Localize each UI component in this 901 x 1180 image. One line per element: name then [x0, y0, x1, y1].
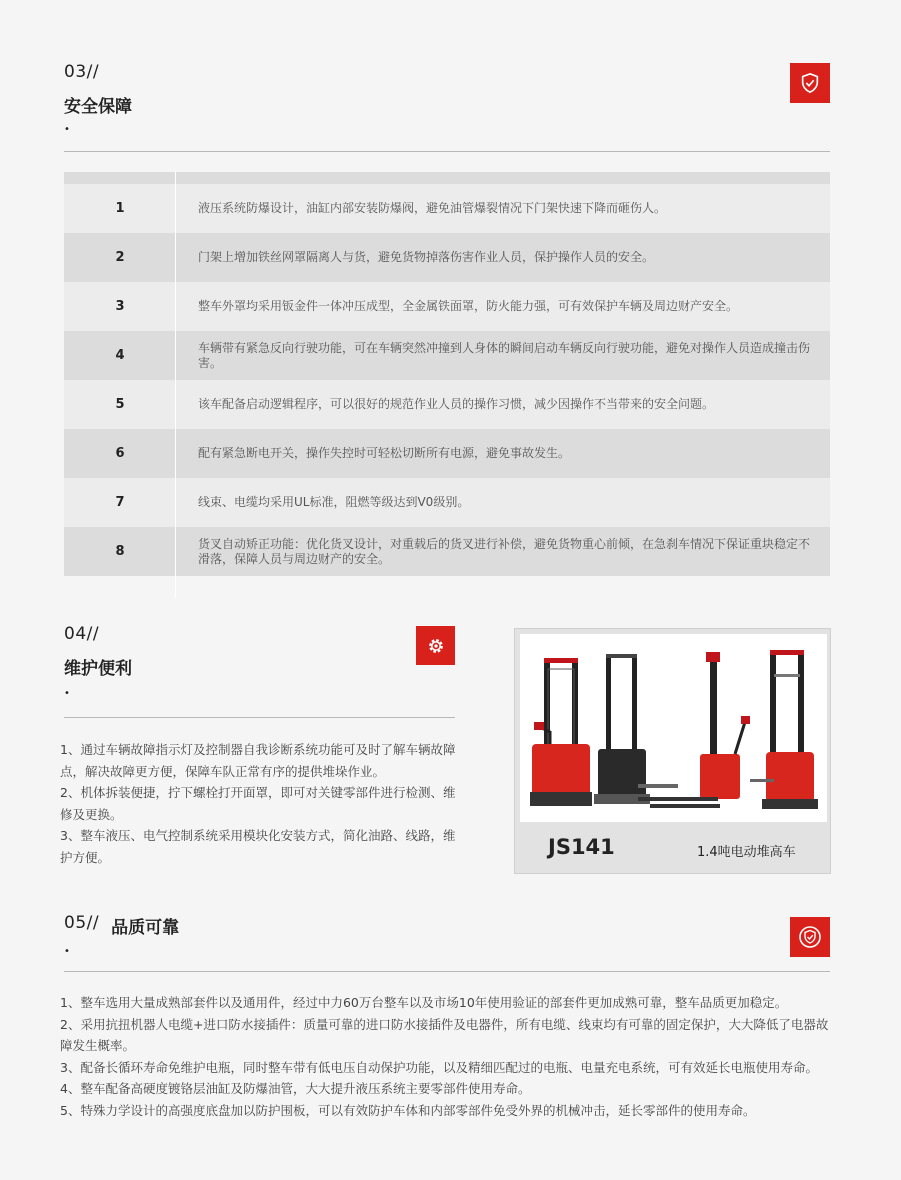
product-card: [514, 628, 831, 874]
row-number: 6: [115, 446, 125, 461]
table-row: [64, 233, 830, 282]
quality-item: 1、整车选用大量成熟部套件以及通用件，经过中力60万台整车以及市场10年使用验证的部套件更加成熟可靠，整车品质更加稳定。: [60, 995, 788, 1010]
row-number: 5: [115, 397, 125, 412]
section-03-bullet: •: [64, 124, 70, 135]
row-number: 3: [115, 299, 125, 314]
maintenance-item: 1、通过车辆故障指示灯及控制器自我诊断系统功能可及时了解车辆故障点，解决故障更方便，保障车队正常有序的提供堆垛作业。: [60, 742, 456, 779]
section-05-number: 05//: [64, 913, 100, 933]
quality-item: 4、整车配备高硬度镀铬层油缸及防爆油管，大大提升液压系统主要零部件使用寿命。: [60, 1081, 531, 1096]
row-text: 该车配备启动逻辑程序，可以很好的规范作业人员的操作习惯，减少因操作不当带来的安全问题。: [198, 397, 715, 411]
row-text: 门架上增加铁丝网罩隔离人与货，避免货物掉落伤害作业人员，保护操作人员的安全。: [198, 250, 655, 264]
row-text: 货叉自动矫正功能：优化货叉设计，对重载后的货叉进行补偿，避免货物重心前倾，在急刹车情况下保证重块稳定不滑落，保障人员与周边财产的安全。: [198, 536, 811, 566]
electric-stacker-photo: [520, 634, 827, 822]
section-03-divider: [64, 151, 830, 152]
row-text: 液压系统防爆设计，油缸内部安装防爆阀，避免油管爆裂情况下门架快速下降而砸伤人。: [198, 201, 667, 215]
product-model: JS141: [548, 835, 615, 859]
section-05-title: 品质可靠: [111, 918, 180, 938]
section-05-body: [60, 992, 834, 1121]
safety-table: [64, 172, 830, 576]
table-column-divider: [175, 172, 176, 598]
table-row: [64, 429, 830, 478]
row-text: 整车外罩均采用钣金件一体冲压成型，全金属铁面罩，防火能力强，可有效保护车辆及周边财产安全。: [198, 299, 739, 313]
table-row: [64, 527, 830, 576]
maintenance-item: 2、机体拆装便捷，拧下螺栓打开面罩，即可对关键零部件进行检测、维修及更换。: [60, 785, 456, 822]
table-row: [64, 478, 830, 527]
table-row: [64, 380, 830, 429]
section-04-body: [60, 739, 460, 868]
section-04-divider: [64, 717, 455, 718]
row-number: 7: [115, 495, 125, 510]
row-number: 2: [115, 250, 125, 265]
product-name: 1.4吨电动堆高车: [697, 845, 796, 860]
quality-item: 5、特殊力学设计的高强度底盘加以防护围板，可以有效防护车体和内部零部件免受外界的机械冲击，延长零部件的使用寿命。: [60, 1102, 756, 1118]
gear-icon: [416, 626, 455, 665]
shield-check-circle-icon: [790, 917, 830, 957]
table-row: [64, 184, 830, 233]
section-04-number: 04//: [64, 624, 100, 644]
section-03-number: 03//: [64, 62, 100, 82]
section-04-title: 维护便利: [64, 659, 132, 679]
safety-table-header: [64, 172, 830, 184]
row-text: 配有紧急断电开关，操作失控时可轻松切断所有电源，避免事故发生。: [198, 446, 571, 460]
section-05-bullet: •: [64, 946, 70, 957]
table-row: [64, 331, 830, 380]
shield-check-icon: [790, 63, 830, 103]
table-row: [64, 282, 830, 331]
section-04-bullet: •: [64, 688, 70, 699]
maintenance-item: 3、整车液压、电气控制系统采用模块化安装方式，简化油路、线路，维护方便。: [60, 828, 456, 865]
row-number: 4: [115, 348, 125, 363]
quality-item: 2、采用抗扭机器人电缆+进口防水接插件：质量可靠的进口防水接插件及电器件，所有电缆、线束均有可靠的固定保护，大大降低了电器故障发生概率。: [60, 1016, 829, 1053]
row-number: 8: [115, 544, 125, 559]
row-text: 线束、电缆均采用UL标准，阻燃等级达到V0级别。: [198, 495, 470, 509]
section-05-heading: [64, 913, 179, 938]
section-05-divider: [64, 971, 830, 972]
quality-item: 3、配备长循环寿命免维护电瓶，同时整车带有低电压自动保护功能，以及精细匹配过的电瓶、电量充电系统，可有效延长电瓶使用寿命。: [60, 1059, 818, 1075]
row-text: 车辆带有紧急反向行驶功能，可在车辆突然冲撞到人身体的瞬间启动车辆反向行驶功能，避免对操作人员造成撞击伤害。: [198, 340, 811, 370]
row-number: 1: [115, 201, 125, 216]
section-03-title: 安全保障: [64, 97, 132, 117]
